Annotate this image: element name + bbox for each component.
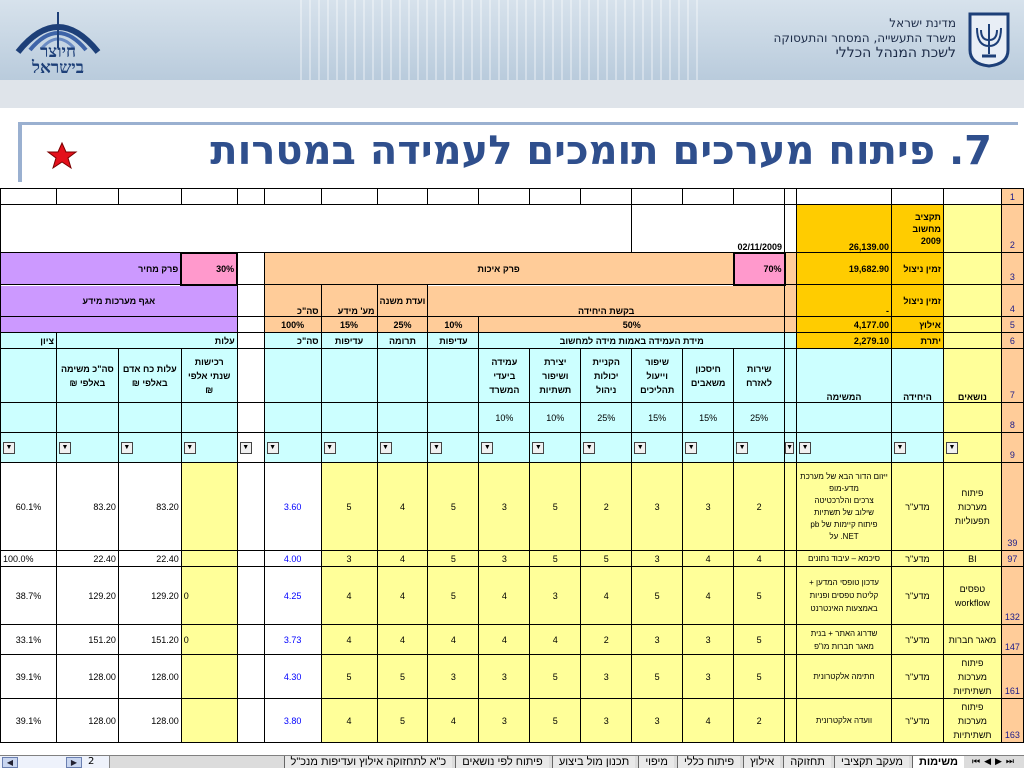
priority2-header: עדיפות: [428, 333, 479, 349]
total-cell[interactable]: 3.60: [264, 463, 321, 551]
priority1-cell[interactable]: 4: [321, 699, 377, 743]
info-dept-label: אגף מערכות מידע: [1, 285, 238, 317]
total-header: סה"כ: [264, 333, 321, 349]
filter-dropdown-button[interactable]: ▼: [430, 442, 442, 454]
table-row[interactable]: [1, 625, 1024, 655]
tab-maintenance[interactable]: תחזוקה: [783, 756, 831, 768]
total-cell[interactable]: 4.25: [264, 567, 321, 625]
savings-cell[interactable]: 3: [683, 463, 734, 551]
header-background-pattern: [300, 0, 700, 80]
priority1-cell[interactable]: 5: [321, 655, 377, 699]
contribution-header: תרומה: [377, 333, 428, 349]
price-section-label: פרק מחיר: [1, 253, 182, 285]
weight-infra: 10%: [530, 403, 581, 433]
office-goals-cell[interactable]: 3: [479, 551, 530, 567]
labor-cost-header: עלות כח אדם באלפי ₪: [118, 349, 181, 403]
purchase-cell[interactable]: [181, 699, 237, 743]
weight-process: 15%: [632, 403, 683, 433]
logo-text: חיוצר בישראל: [32, 42, 84, 78]
pct-info-systems: 15%: [321, 317, 377, 333]
labor-cell[interactable]: 22.40: [118, 551, 181, 567]
filter-dropdown-button[interactable]: ▼: [184, 442, 196, 454]
task-cell[interactable]: עדכון טופסי המדען + קליטת טפסים ופניות באמצעות האינטרנט: [797, 567, 892, 625]
infra-cell[interactable]: 3: [530, 567, 581, 625]
purchase-cell[interactable]: [181, 551, 237, 567]
contribution-cell[interactable]: 5: [377, 699, 428, 743]
pct-priority: 10%: [428, 317, 479, 333]
priority2-cell[interactable]: 4: [428, 699, 479, 743]
header-divider-band: [0, 80, 1024, 108]
row-header[interactable]: 3: [1001, 253, 1023, 285]
annual-purchase-header: רכישות שנתי אלפי ₪: [181, 349, 237, 403]
tab-development-by-topic[interactable]: פיתוח לפי נושאים: [455, 756, 549, 768]
score-cell[interactable]: 60.1%: [1, 463, 57, 551]
savings-cell[interactable]: 4: [683, 699, 734, 743]
row-header[interactable]: 7: [1001, 349, 1023, 403]
weight-service: 25%: [734, 403, 785, 433]
sheet-tabs: [284, 756, 964, 768]
mgmt-capability-header: הקניית יכולות ניהול: [581, 349, 632, 403]
task-cell[interactable]: סיכמא – עיבוד נתונים: [797, 551, 892, 567]
task-total-header: סה"כ משימה באלפי ₪: [56, 349, 118, 403]
header-banner: [0, 0, 1024, 80]
score-cell[interactable]: 38.7%: [1, 567, 57, 625]
pct-unit-request: 50%: [479, 317, 785, 333]
savings-header: חיסכון משאבים: [683, 349, 734, 403]
unit-cell[interactable]: מדע"ר: [891, 551, 943, 567]
filter-dropdown-button[interactable]: ▼: [894, 442, 906, 454]
process-cell[interactable]: 3: [632, 551, 683, 567]
service-cell[interactable]: 4: [734, 551, 785, 567]
weight-mgmt: 25%: [581, 403, 632, 433]
row-header[interactable]: 2: [1001, 205, 1023, 253]
savings-cell[interactable]: 3: [683, 625, 734, 655]
mgmt-cell[interactable]: 5: [581, 551, 632, 567]
task-cell[interactable]: חתימה אלקטרונית: [797, 655, 892, 699]
filter-dropdown-button[interactable]: ▼: [59, 442, 71, 454]
available-label: זמין ניצול: [891, 253, 943, 285]
score-cell[interactable]: 100.0%: [1, 551, 57, 567]
unit-request-header: בקשת היחידה: [428, 285, 785, 317]
office-goals-cell[interactable]: 3: [479, 699, 530, 743]
row-header[interactable]: 1: [1001, 189, 1023, 205]
ministry-name-block: [774, 16, 957, 61]
table-row[interactable]: [1, 463, 1024, 551]
row-header[interactable]: 161: [1001, 655, 1023, 699]
topic-cell[interactable]: פיתוח מערכות תשתיתיות: [943, 699, 1001, 743]
filter-dropdown-button[interactable]: ▼: [3, 442, 15, 454]
filter-dropdown-button[interactable]: ▼: [634, 442, 646, 454]
balance-label: יתרת: [891, 333, 943, 349]
service-cell[interactable]: 5: [734, 567, 785, 625]
quality-section-percent: 70%: [734, 253, 785, 285]
purchase-cell[interactable]: [181, 655, 237, 699]
priority2-cell[interactable]: 4: [428, 625, 479, 655]
compute-measure-header: מידת העמידה באמות מידה למחשוב: [479, 333, 785, 349]
office-goals-cell[interactable]: 3: [479, 463, 530, 551]
filter-dropdown-button[interactable]: ▼: [267, 442, 279, 454]
infra-cell[interactable]: 5: [530, 463, 581, 551]
row-header[interactable]: 6: [1001, 333, 1023, 349]
budget-value: 26,139.00: [797, 205, 892, 253]
total-cell[interactable]: 4.00: [264, 551, 321, 567]
process-cell[interactable]: 3: [632, 463, 683, 551]
table-row[interactable]: [1, 655, 1024, 699]
process-cell[interactable]: 5: [632, 567, 683, 625]
priority2-cell[interactable]: 5: [428, 551, 479, 567]
service-cell[interactable]: 5: [734, 655, 785, 699]
unit-cell[interactable]: מדע"ר: [891, 625, 943, 655]
priority1-cell[interactable]: 4: [321, 625, 377, 655]
savings-cell[interactable]: 3: [683, 655, 734, 699]
filter-dropdown-button[interactable]: ▼: [685, 442, 697, 454]
infra-cell[interactable]: 4: [530, 625, 581, 655]
filter-dropdown-button[interactable]: ▼: [380, 442, 392, 454]
scroll-right-icon[interactable]: ▶: [66, 757, 82, 768]
mgmt-cell[interactable]: 2: [581, 463, 632, 551]
process-cell[interactable]: 3: [632, 699, 683, 743]
tab-plan-vs-actual[interactable]: תכנון מול ביצוע: [552, 756, 635, 768]
available-value: 19,682.90: [797, 253, 892, 285]
state-emblem-icon: [966, 10, 1012, 68]
filter-dropdown-button[interactable]: ▼: [121, 442, 133, 454]
labor-cell[interactable]: 128.00: [118, 699, 181, 743]
unit-cell[interactable]: מדע"ר: [891, 463, 943, 551]
spreadsheet-grid-area[interactable]: [0, 188, 1024, 755]
infra-header: יצירת ושיפור תשתיות: [530, 349, 581, 403]
contribution-cell[interactable]: 4: [377, 625, 428, 655]
info-systems-header: מע' מידע: [321, 285, 377, 317]
sheet-tab-bar: [0, 755, 1024, 768]
infra-cell[interactable]: 5: [530, 551, 581, 567]
row-header[interactable]: 5: [1001, 317, 1023, 333]
row-header[interactable]: 8: [1001, 403, 1023, 433]
filter-dropdown-button[interactable]: ▼: [799, 442, 811, 454]
table-row[interactable]: [1, 567, 1024, 625]
task-cell[interactable]: וועדה אלקטרונית: [797, 699, 892, 743]
filter-dropdown-button[interactable]: ▼: [583, 442, 595, 454]
row-header[interactable]: 9: [1001, 433, 1023, 463]
purchase-cell[interactable]: 0: [181, 625, 237, 655]
mgmt-cell[interactable]: 2: [581, 625, 632, 655]
ministry-name: משרד התעשייה, המסחר והתעסוקה: [773, 31, 956, 45]
quality-section-label: פרק איכות: [264, 253, 733, 285]
contribution-cell[interactable]: 4: [377, 551, 428, 567]
total-cell[interactable]: 3.73: [264, 625, 321, 655]
score-cell[interactable]: 33.1%: [1, 625, 57, 655]
committee-header: ועדת משנה: [377, 285, 428, 317]
eilon-label: אילוץ: [891, 317, 943, 333]
labor-cell[interactable]: 151.20: [118, 625, 181, 655]
row-header[interactable]: 39: [1001, 463, 1023, 551]
office-goals-cell[interactable]: 4: [479, 567, 530, 625]
pct-total: 100%: [264, 317, 321, 333]
service-cell[interactable]: 2: [734, 699, 785, 743]
table-row[interactable]: [1, 699, 1024, 743]
topic-cell[interactable]: BI: [943, 551, 1001, 567]
contribution-cell[interactable]: 4: [377, 463, 428, 551]
service-header: שירות לאזרח: [734, 349, 785, 403]
filter-dropdown-button[interactable]: ▼: [481, 442, 493, 454]
office-goals-header: עמידה ביעדי המשרד: [479, 349, 530, 403]
tab-maintenance-staff[interactable]: כ"א לתחזוקה אילוץ ועדיפות מנכ"ל: [284, 756, 453, 768]
labor-cell[interactable]: 128.00: [118, 655, 181, 699]
task-total-cell[interactable]: 22.40: [56, 551, 118, 567]
infra-cell[interactable]: 5: [530, 699, 581, 743]
unit-cell[interactable]: מדע"ר: [891, 567, 943, 625]
contribution-cell[interactable]: 5: [377, 655, 428, 699]
task-total-cell[interactable]: 83.20: [56, 463, 118, 551]
tab-tasks[interactable]: משימות: [912, 756, 964, 768]
filter-dropdown-button[interactable]: ▼: [736, 442, 748, 454]
task-cell[interactable]: ייזום הדור הבא של מערכת מדע-מופ צרכים והלרכטיטה שילוב של תשתיות פיתוח קיימות של pb NET. על: [797, 463, 892, 551]
ministry-office: לשכת המנהל הכללי: [835, 45, 956, 61]
horizontal-scrollbar[interactable]: [0, 756, 110, 768]
service-cell[interactable]: 5: [734, 625, 785, 655]
score-header: ציון: [1, 333, 57, 349]
priority2-cell[interactable]: 5: [428, 463, 479, 551]
balance-value: 2,279.10: [797, 333, 892, 349]
topic-cell[interactable]: טפסים workflow: [943, 567, 1001, 625]
tab-constraint[interactable]: אילוץ: [743, 756, 780, 768]
price-section-percent: 30%: [181, 253, 237, 285]
priority1-cell[interactable]: 3: [321, 551, 377, 567]
scroll-left-icon[interactable]: ◀: [2, 757, 18, 768]
filter-dropdown-button[interactable]: ▼: [240, 442, 252, 454]
pct-committee: 25%: [377, 317, 428, 333]
labor-cell[interactable]: 83.20: [118, 463, 181, 551]
tab-general-development[interactable]: פיתוח כללי: [677, 756, 740, 768]
filter-dropdown-button[interactable]: ▼: [946, 442, 958, 454]
budget-label: תקציב מחשוב 2009: [891, 205, 943, 253]
priority2-cell[interactable]: 3: [428, 655, 479, 699]
contribution-cell[interactable]: 4: [377, 567, 428, 625]
labor-cell[interactable]: 129.20: [118, 567, 181, 625]
tab-mapping[interactable]: מיפוי: [638, 756, 674, 768]
topics-header: נושאים: [943, 349, 1001, 403]
unit-cell[interactable]: מדע"ר: [891, 655, 943, 699]
report-date: 02/11/2009: [632, 205, 785, 253]
infra-cell[interactable]: 5: [530, 655, 581, 699]
table-row[interactable]: [1, 551, 1024, 567]
priority2-cell[interactable]: 5: [428, 567, 479, 625]
tab-budget-tracking[interactable]: מעקב תקציבי: [834, 756, 909, 768]
priority1-header: עדיפות: [321, 333, 377, 349]
available2-label: זמין ניצול: [891, 285, 943, 317]
row-header[interactable]: 132: [1001, 567, 1023, 625]
available2-value: -: [797, 285, 892, 317]
row-header[interactable]: 97: [1001, 551, 1023, 567]
task-total-cell[interactable]: 151.20: [56, 625, 118, 655]
topic-cell[interactable]: פיתוח מערכות תפעוליות: [943, 463, 1001, 551]
savings-cell[interactable]: 4: [683, 551, 734, 567]
filter-dropdown-button[interactable]: ▼: [324, 442, 336, 454]
savings-cell[interactable]: 4: [683, 567, 734, 625]
topic-cell[interactable]: מאגר חברות: [943, 625, 1001, 655]
row-header[interactable]: 147: [1001, 625, 1023, 655]
total-cell[interactable]: 3.80: [264, 699, 321, 743]
mgmt-cell[interactable]: 3: [581, 699, 632, 743]
eilon-value: 4,177.00: [797, 317, 892, 333]
page-indicator: 2: [88, 756, 95, 767]
unit-header: היחידה: [891, 349, 943, 403]
office-goals-cell[interactable]: 4: [479, 625, 530, 655]
task-header: המשימה: [797, 349, 892, 403]
mgmt-cell[interactable]: 3: [581, 655, 632, 699]
purchase-cell[interactable]: 0: [181, 567, 237, 625]
row-header[interactable]: 163: [1001, 699, 1023, 743]
weight-savings: 15%: [683, 403, 734, 433]
priority1-cell[interactable]: 4: [321, 567, 377, 625]
filter-dropdown-button[interactable]: ▼: [785, 442, 794, 454]
row-header[interactable]: 4: [1001, 285, 1023, 317]
topic-cell[interactable]: פיתוח מערכות תשתיתיות: [943, 655, 1001, 699]
process-cell[interactable]: 5: [632, 655, 683, 699]
task-cell[interactable]: שדרוג האתר + בנית מאגר חברות מו"פ: [797, 625, 892, 655]
filter-dropdown-button[interactable]: ▼: [532, 442, 544, 454]
score-cell[interactable]: 39.1%: [1, 699, 57, 743]
process-header: שיפור וייעול תהליכים: [632, 349, 683, 403]
mgmt-cell[interactable]: 4: [581, 567, 632, 625]
office-goals-cell[interactable]: 3: [479, 655, 530, 699]
ministry-state: מדינת ישראל: [889, 16, 956, 30]
process-cell[interactable]: 3: [632, 625, 683, 655]
task-total-cell[interactable]: 129.20: [56, 567, 118, 625]
score-cell[interactable]: 39.1%: [1, 655, 57, 699]
priority1-cell[interactable]: 5: [321, 463, 377, 551]
quality-total-header: סה"כ: [264, 285, 321, 317]
purchase-cell[interactable]: [181, 463, 237, 551]
spreadsheet-grid: [0, 188, 1024, 743]
total-cell[interactable]: 4.30: [264, 655, 321, 699]
task-total-cell[interactable]: 128.00: [56, 655, 118, 699]
task-total-cell[interactable]: 128.00: [56, 699, 118, 743]
weight-office-goals: 10%: [479, 403, 530, 433]
star-icon: [46, 141, 78, 173]
slide-title: 7. פיתוח מערכים תומכים לעמידה במטרות: [210, 128, 992, 174]
unit-cell[interactable]: מדע"ר: [891, 699, 943, 743]
tab-navigation-icons[interactable]: ⏮◀▶⏭: [971, 757, 1019, 767]
costs-header: עלות: [56, 333, 237, 349]
service-cell[interactable]: 2: [734, 463, 785, 551]
